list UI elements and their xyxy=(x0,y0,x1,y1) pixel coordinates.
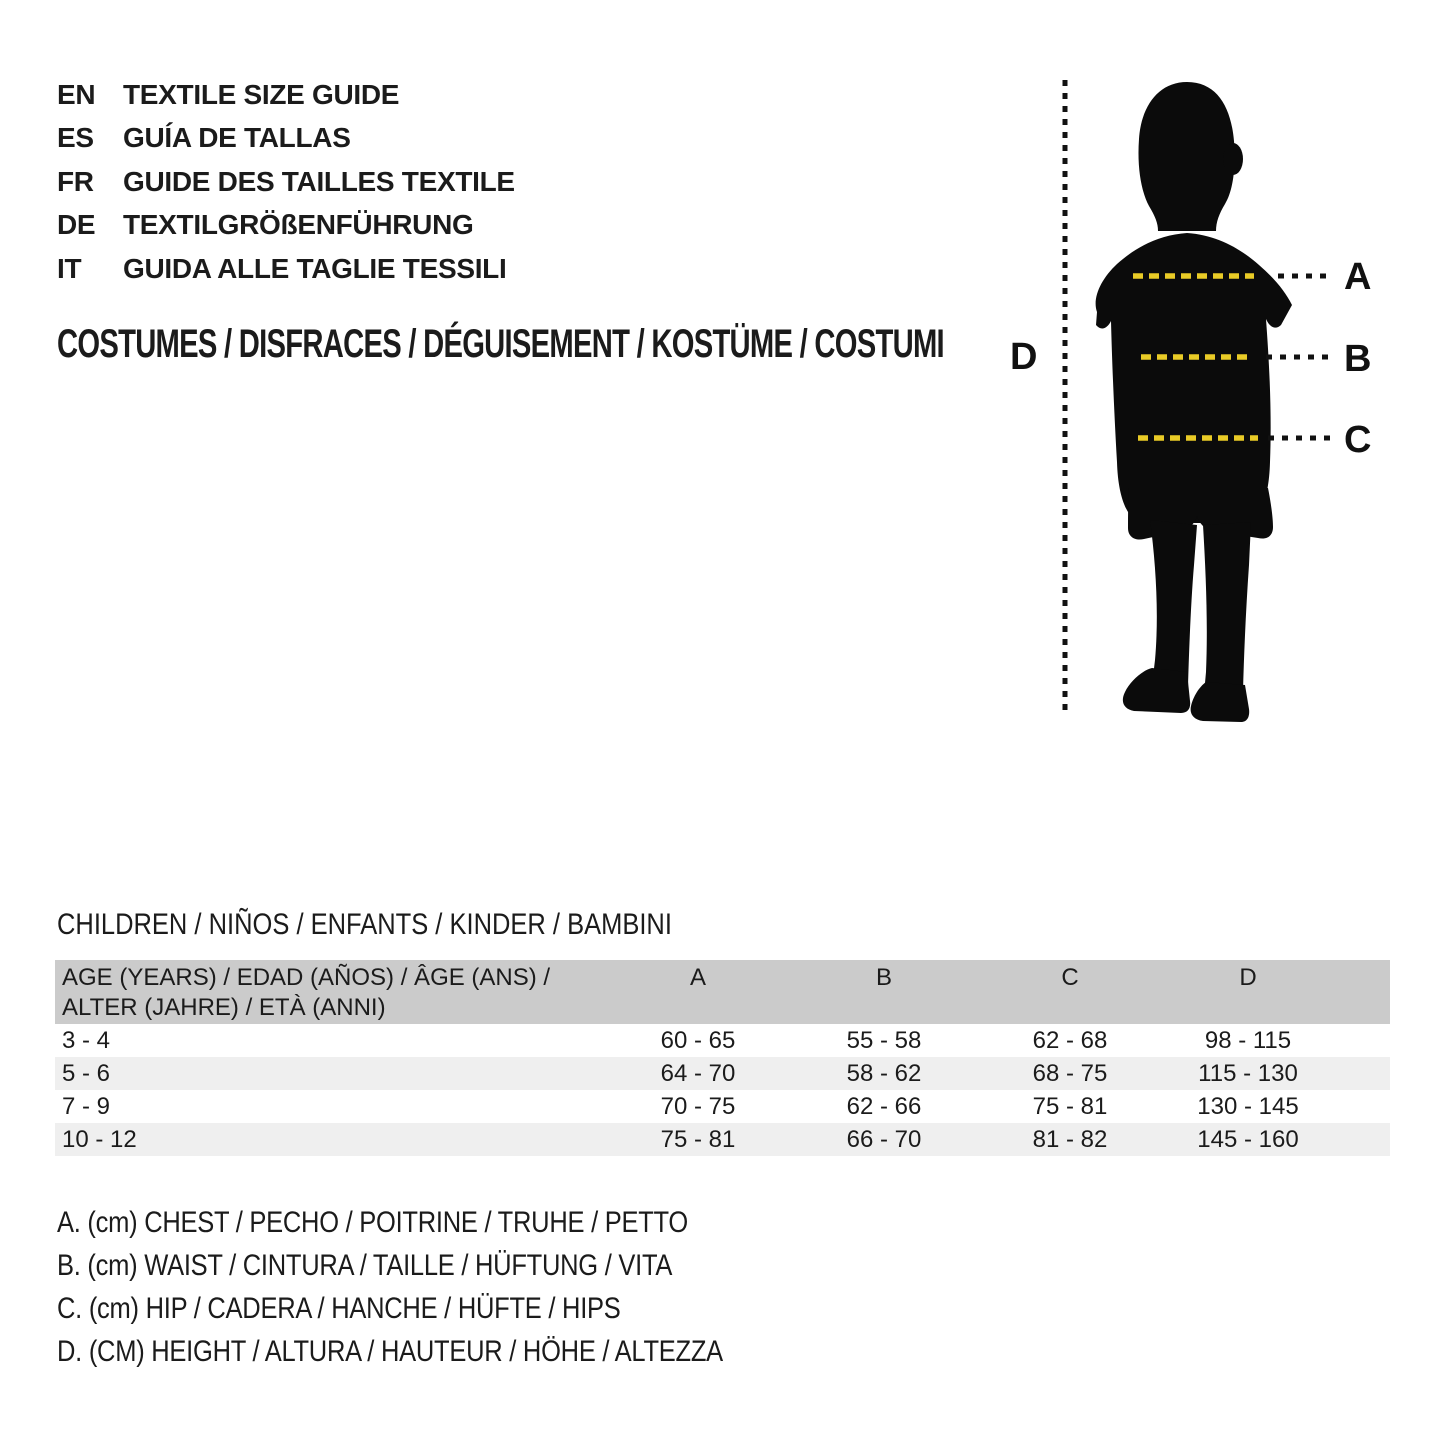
chest-cell: 70 - 75 xyxy=(660,1093,736,1120)
age-header-line1: AGE (YEARS) / EDAD (AÑOS) / ÂGE (ANS) / xyxy=(62,964,551,991)
silhouette-right-shoe xyxy=(1191,682,1250,722)
silhouette-torso xyxy=(1096,233,1292,523)
guide-title: GUIDE DES TAILLES TEXTILE xyxy=(123,165,515,197)
chest-cell: 64 - 70 xyxy=(660,1060,736,1087)
age-header-line2: ALTER (JAHRE) / ETÀ (ANNI) xyxy=(62,994,386,1021)
age-cell: 7 - 9 xyxy=(62,1093,111,1120)
legend-item-height xyxy=(57,1330,840,1373)
hip-cell: 62 - 68 xyxy=(1032,1027,1108,1054)
table-row xyxy=(55,1057,1390,1090)
measurement-diagram xyxy=(1000,60,1445,730)
height-cell: 115 - 130 xyxy=(1198,1060,1298,1087)
silhouette-head xyxy=(1138,82,1234,231)
legend-item-hip xyxy=(57,1287,840,1330)
legend-item-text: B. (cm) WAIST / CINTURA / TAILLE / HÜFTUNG / VITA xyxy=(57,1248,673,1282)
label-chest-a: A xyxy=(1344,256,1372,298)
column-header-d: D xyxy=(1239,964,1257,991)
language-code: EN xyxy=(57,78,96,110)
size-table xyxy=(55,960,1390,1156)
label-waist-b: B xyxy=(1344,338,1372,380)
silhouette-ear xyxy=(1223,143,1243,175)
hip-cell: 68 - 75 xyxy=(1032,1060,1108,1087)
language-row-fr xyxy=(57,160,515,204)
table-row xyxy=(55,1024,1390,1057)
language-row-de xyxy=(57,204,515,248)
age-column-header xyxy=(62,963,605,1024)
legend-item-text: C. (cm) HIP / CADERA / HANCHE / HÜFTE / HIPS xyxy=(57,1291,621,1325)
measurement-legend xyxy=(57,1201,840,1373)
silhouette-right-leg xyxy=(1203,522,1251,694)
silhouette-shorts xyxy=(1128,488,1273,540)
language-row-en xyxy=(57,73,515,117)
waist-cell: 58 - 62 xyxy=(846,1060,922,1087)
legend-item-text: A. (cm) CHEST / PECHO / POITRINE / TRUHE / PETTO xyxy=(57,1205,689,1239)
label-height-d: D xyxy=(1010,336,1038,378)
waist-cell: 55 - 58 xyxy=(846,1027,922,1054)
child-silhouette xyxy=(1096,82,1292,722)
legend-item-waist xyxy=(57,1244,840,1287)
language-code: IT xyxy=(57,252,82,284)
waist-cell: 62 - 66 xyxy=(846,1093,922,1120)
guide-title: GUÍA DE TALLAS xyxy=(123,122,351,154)
language-code: ES xyxy=(57,122,94,154)
guide-title: GUIDA ALLE TAGLIE TESSILI xyxy=(123,252,507,284)
language-code: FR xyxy=(57,165,94,197)
hip-cell: 81 - 82 xyxy=(1032,1126,1108,1153)
hip-cell: 75 - 81 xyxy=(1032,1093,1108,1120)
table-section-title xyxy=(57,908,780,942)
column-header-b: B xyxy=(875,964,892,991)
silhouette-left-leg xyxy=(1150,520,1197,687)
silhouette-left-shoe xyxy=(1123,668,1190,713)
waist-cell: 66 - 70 xyxy=(846,1126,922,1153)
age-cell: 5 - 6 xyxy=(62,1060,111,1087)
legend-item-chest xyxy=(57,1201,840,1244)
height-cell: 98 - 115 xyxy=(1204,1027,1292,1054)
age-cell: 3 - 4 xyxy=(62,1027,111,1054)
chest-cell: 75 - 81 xyxy=(660,1126,736,1153)
language-row-es xyxy=(57,117,515,161)
table-header xyxy=(55,960,1390,1024)
column-header-a: A xyxy=(689,964,706,991)
height-cell: 130 - 145 xyxy=(1197,1093,1299,1120)
height-cell: 145 - 160 xyxy=(1197,1126,1299,1153)
table-row xyxy=(55,1090,1390,1123)
guide-title: TEXTILE SIZE GUIDE xyxy=(123,78,400,110)
table-row xyxy=(55,1123,1390,1156)
label-hip-c: C xyxy=(1344,419,1372,461)
chest-cell: 60 - 65 xyxy=(660,1027,736,1054)
table-section-title-text: CHILDREN / NIÑOS / ENFANTS / KINDER / BAMBINI xyxy=(57,908,672,941)
legend-item-text: D. (CM) HEIGHT / ALTURA / HAUTEUR / HÖHE / ALTEZZA xyxy=(57,1334,723,1368)
category-title-text: COSTUMES / DISFRACES / DÉGUISEMENT / KOSTÜME / COSTUMI xyxy=(57,321,944,366)
language-row-it xyxy=(57,247,515,291)
language-code: DE xyxy=(57,209,96,241)
column-header-c: C xyxy=(1061,964,1079,991)
age-cell: 10 - 12 xyxy=(62,1126,137,1153)
guide-title: TEXTILGRÖßENFÜHRUNG xyxy=(123,209,474,241)
language-list xyxy=(57,73,515,291)
